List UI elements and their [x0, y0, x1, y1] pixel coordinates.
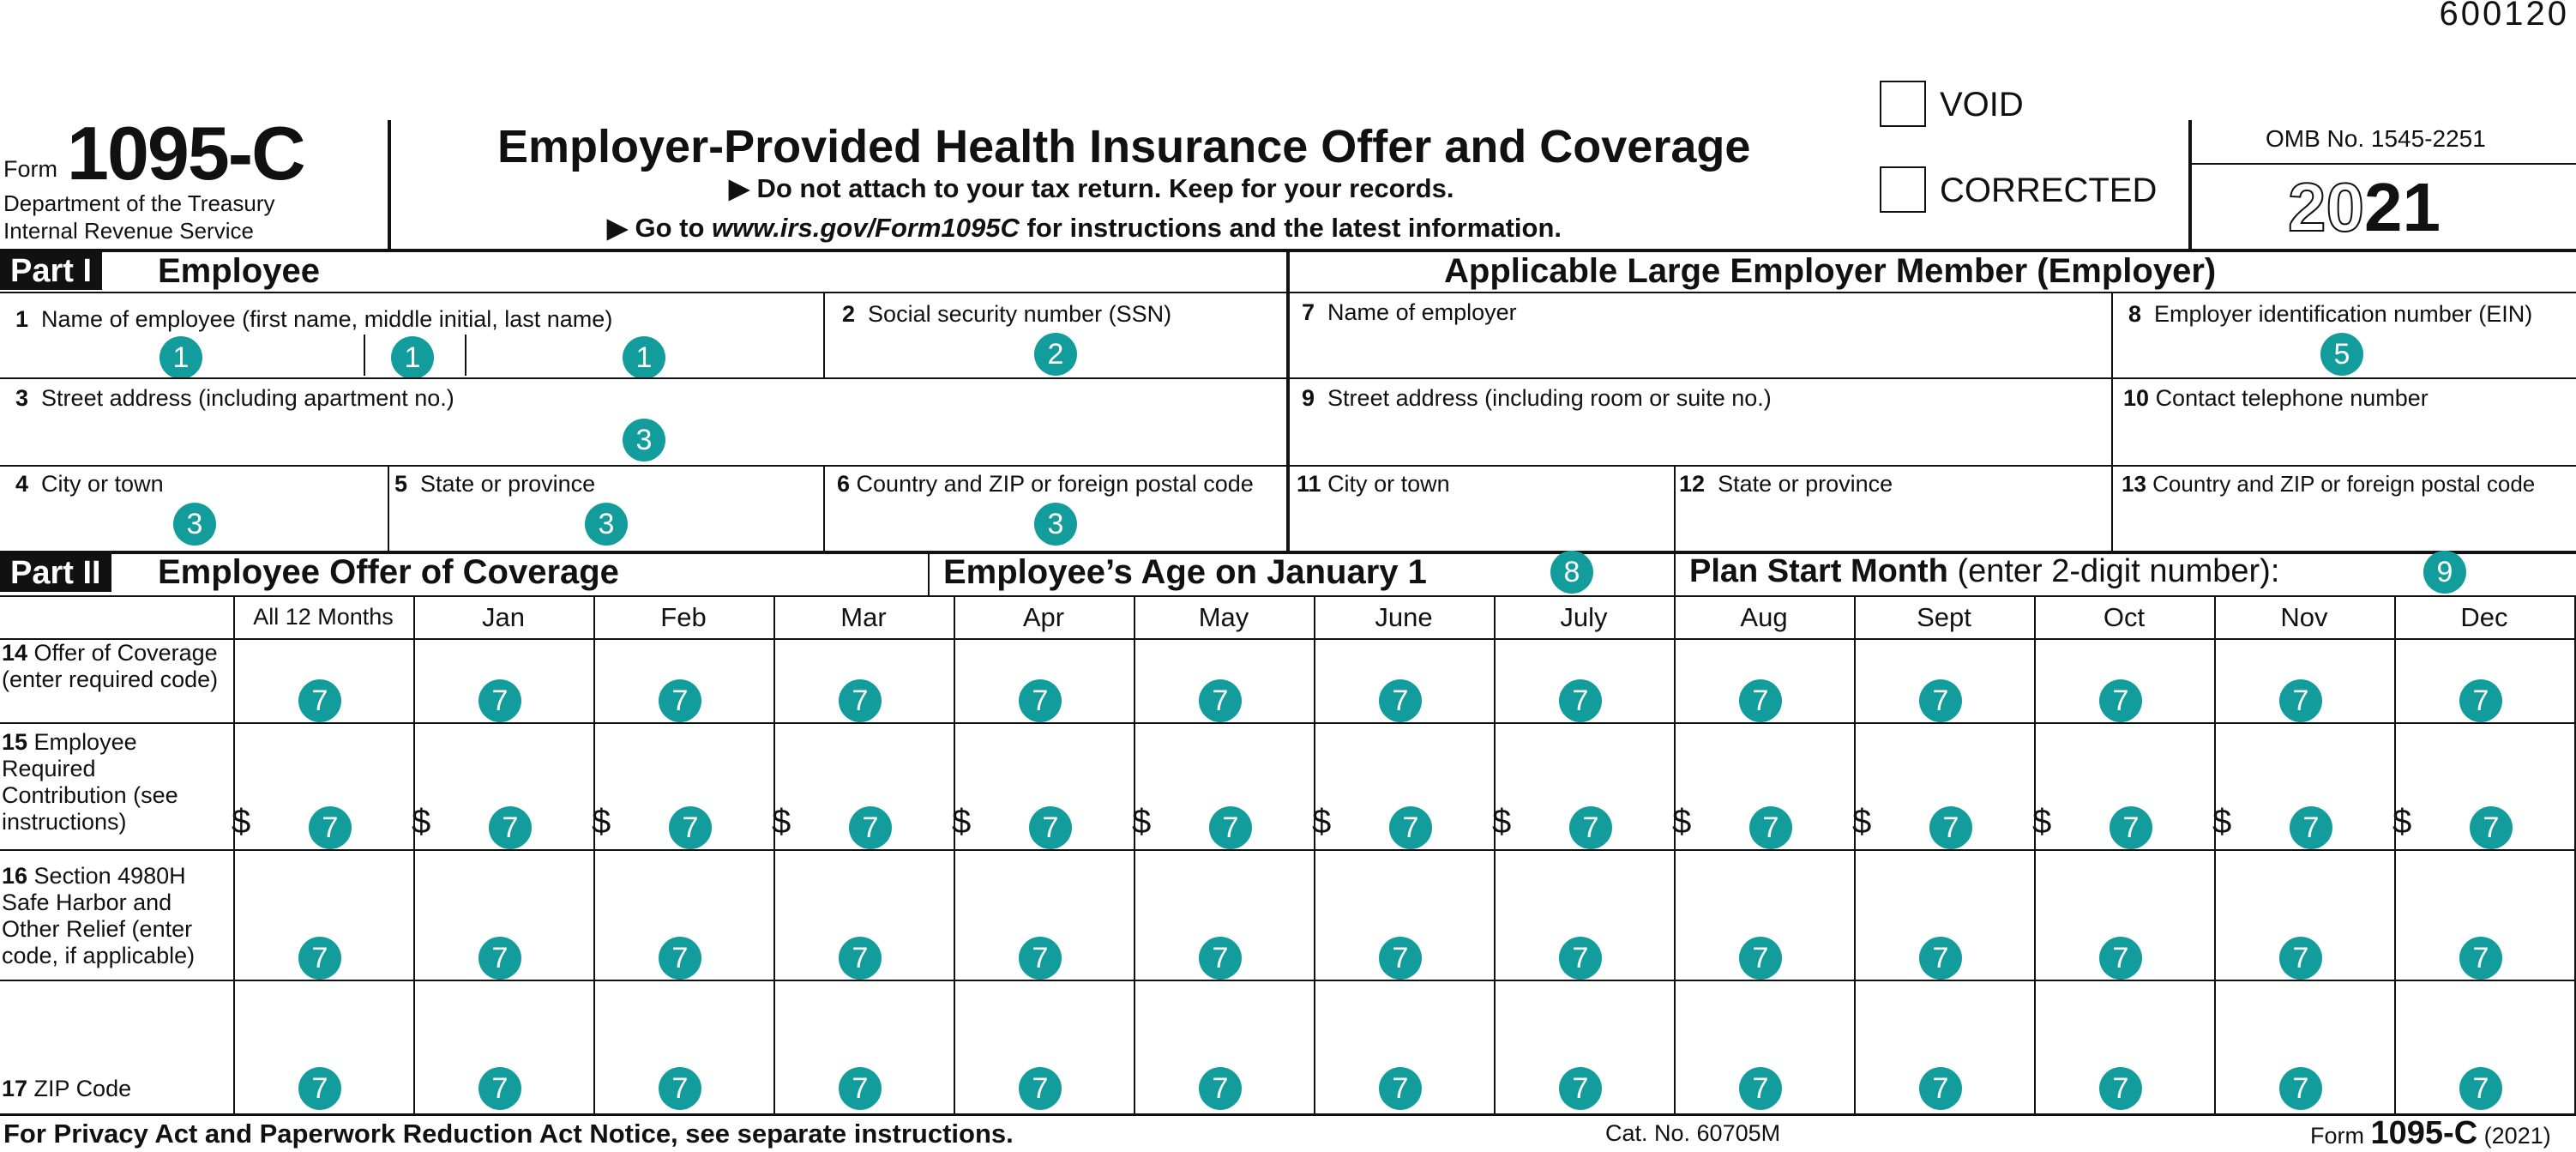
field-1-label: 1 Name of employee (first name, middle initial, last name) [15, 306, 613, 332]
dollar-sign: $ [1672, 803, 1692, 841]
month-header-dec: Dec [2460, 602, 2508, 632]
part2-title: Employee Offer of Coverage [158, 553, 619, 591]
dollar-sign: $ [1492, 803, 1512, 841]
line-16-nov-input[interactable]: 7 [2279, 937, 2322, 980]
employer-section-title: Applicable Large Employer Member (Employer) [1444, 252, 2217, 290]
line-16-mar-input[interactable]: 7 [839, 937, 882, 980]
employee-first-name-input[interactable]: 1 [159, 336, 202, 379]
field-3-label: 3 Street address (including apartment no.) [15, 385, 454, 411]
form-title: Employer-Provided Health Insurance Offer and Coverage [497, 121, 1751, 172]
field-9-label: 9 Street address (including room or suite no.) [1302, 385, 1772, 411]
ein-input[interactable]: 5 [2320, 333, 2363, 376]
month-header-all-12-months: All 12 Months [253, 604, 394, 630]
line-14-aug-input[interactable]: 7 [1739, 679, 1782, 722]
line-16-feb-input[interactable]: 7 [659, 937, 701, 980]
part1-title: Employee [158, 252, 320, 290]
dollar-sign: $ [1132, 803, 1152, 841]
line-16-june-input[interactable]: 7 [1379, 937, 1422, 980]
month-header-oct: Oct [2103, 602, 2146, 632]
line-15-dec-input[interactable]: 7 [2470, 806, 2513, 849]
field-7-label: 7 Name of employer [1302, 299, 1517, 325]
field-2-label: 2 Social security number (SSN) [842, 301, 1172, 327]
month-header-mar: Mar [840, 602, 887, 632]
line-14-all-12-months-input[interactable]: 7 [298, 679, 341, 722]
month-header-july: July [1560, 602, 1608, 632]
employee-age-input[interactable]: 8 [1550, 551, 1593, 594]
form-word: Form [3, 156, 57, 182]
line-15-mar-input[interactable]: 7 [849, 806, 892, 849]
line-14-nov-input[interactable]: 7 [2279, 679, 2322, 722]
line-15-oct-input[interactable]: 7 [2110, 806, 2152, 849]
dept-line2: Internal Revenue Service [3, 218, 254, 244]
dollar-sign: $ [772, 803, 791, 841]
line-15-aug-input[interactable]: 7 [1749, 806, 1792, 849]
line-17-dec-input[interactable]: 7 [2459, 1067, 2502, 1110]
line-14-may-input[interactable]: 7 [1199, 679, 1242, 722]
month-header-jan: Jan [482, 602, 525, 632]
line-17-apr-input[interactable]: 7 [1019, 1067, 1062, 1110]
plan-start-month-input[interactable]: 9 [2423, 551, 2466, 594]
dollar-sign: $ [232, 803, 251, 841]
line-17-all-12-months-input[interactable]: 7 [298, 1067, 341, 1110]
ssn-input[interactable]: 2 [1034, 333, 1077, 376]
line-14-july-input[interactable]: 7 [1559, 679, 1602, 722]
line-15-nov-input[interactable]: 7 [2290, 806, 2332, 849]
line-17-aug-input[interactable]: 7 [1739, 1067, 1782, 1110]
month-header-june: June [1375, 602, 1433, 632]
line-17-oct-input[interactable]: 7 [2099, 1067, 2142, 1110]
line-17-mar-input[interactable]: 7 [839, 1067, 882, 1110]
line-17-jan-input[interactable]: 7 [478, 1067, 521, 1110]
line-16-all-12-months-input[interactable]: 7 [298, 937, 341, 980]
field-5-label: 5 State or province [394, 471, 596, 497]
month-header-aug: Aug [1740, 602, 1788, 632]
line-15-apr-input[interactable]: 7 [1029, 806, 1072, 849]
line-14-sept-input[interactable]: 7 [1919, 679, 1962, 722]
month-header-apr: Apr [1022, 602, 1065, 632]
line-15-july-input[interactable]: 7 [1569, 806, 1612, 849]
field-8-label: 8 Employer identification number (EIN) [2128, 301, 2533, 327]
line-16-aug-input[interactable]: 7 [1739, 937, 1782, 980]
field-13-label: 13 Country and ZIP or foreign postal code [2122, 471, 2536, 497]
line-15-jan-input[interactable]: 7 [489, 806, 532, 849]
line-14-oct-input[interactable]: 7 [2099, 679, 2142, 722]
line-15-may-input[interactable]: 7 [1209, 806, 1252, 849]
line-17-feb-input[interactable]: 7 [659, 1067, 701, 1110]
corrected-checkbox[interactable] [1880, 166, 1926, 213]
void-label: VOID [1940, 86, 2024, 124]
dollar-sign: $ [1852, 803, 1872, 841]
dollar-sign: $ [412, 803, 431, 841]
plan-start-month-label: Plan Start Month (enter 2-digit number): [1689, 553, 2280, 589]
line-17-june-input[interactable]: 7 [1379, 1067, 1422, 1110]
dollar-sign: $ [1312, 803, 1332, 841]
zip-input[interactable]: 3 [1034, 503, 1077, 546]
line-16-dec-input[interactable]: 7 [2459, 937, 2502, 980]
line-14-jan-input[interactable]: 7 [478, 679, 521, 722]
line-15-sept-input[interactable]: 7 [1929, 806, 1972, 849]
line-16-july-input[interactable]: 7 [1559, 937, 1602, 980]
field-11-label: 11 City or town [1297, 471, 1450, 497]
part2-tag: Part II [0, 554, 111, 592]
month-header-may: May [1198, 602, 1249, 632]
line-17-may-input[interactable]: 7 [1199, 1067, 1242, 1110]
line-16-jan-input[interactable]: 7 [478, 937, 521, 980]
footer-form-id: Form 1095-C (2021) [2310, 1115, 2551, 1151]
line-14-feb-input[interactable]: 7 [659, 679, 701, 722]
field-6-label: 6 Country and ZIP or foreign postal code [837, 471, 1254, 497]
state-input[interactable]: 3 [585, 503, 628, 546]
corrected-label: CORRECTED [1940, 172, 2158, 209]
dollar-sign: $ [2032, 803, 2052, 841]
line-15-all-12-months-input[interactable]: 7 [309, 806, 352, 849]
line-17-sept-input[interactable]: 7 [1919, 1067, 1962, 1110]
city-input[interactable]: 3 [173, 503, 216, 546]
line-15-label: 15 Employee Required Contribution (see instructions) [2, 729, 178, 835]
part1-tag: Part I [0, 252, 102, 290]
field-4-label: 4 City or town [15, 471, 164, 497]
line-14-apr-input[interactable]: 7 [1019, 679, 1062, 722]
dept-line1: Department of the Treasury [3, 190, 275, 216]
dollar-sign: $ [952, 803, 972, 841]
catalog-number: Cat. No. 60705M [1605, 1120, 1781, 1146]
line-17-label: 17 ZIP Code [2, 1076, 132, 1101]
form-top-code: 600120 [2439, 0, 2569, 33]
employee-last-name-input[interactable]: 1 [623, 336, 665, 379]
employee-middle-initial-input[interactable]: 1 [391, 336, 434, 379]
privacy-notice: For Privacy Act and Paperwork Reduction Act Notice, see separate instructions. [3, 1119, 1014, 1149]
line-15-june-input[interactable]: 7 [1389, 806, 1432, 849]
line-16-oct-input[interactable]: 7 [2099, 937, 2142, 980]
void-checkbox[interactable] [1880, 81, 1926, 127]
month-header-nov: Nov [2280, 602, 2328, 632]
line-16-sept-input[interactable]: 7 [1919, 937, 1962, 980]
line-14-june-input[interactable]: 7 [1379, 679, 1422, 722]
field-10-label: 10 Contact telephone number [2123, 385, 2429, 411]
line-17-july-input[interactable]: 7 [1559, 1067, 1602, 1110]
subtitle-2: ▶ Go to www.irs.gov/Form1095C for instructions and the latest information. [607, 213, 1562, 243]
line-16-apr-input[interactable]: 7 [1019, 937, 1062, 980]
employee-age-label: Employee’s Age on January 1 [943, 553, 1427, 591]
field-12-label: 12 State or province [1679, 471, 1893, 497]
month-header-feb: Feb [660, 602, 707, 632]
line-14-mar-input[interactable]: 7 [839, 679, 882, 722]
subtitle-1: ▶ Do not attach to your tax return. Keep for your records. [729, 173, 1454, 203]
line-16-label: 16 Section 4980H Safe Harbor and Other Relief (enter code, if applicable) [2, 863, 196, 968]
line-16-may-input[interactable]: 7 [1199, 937, 1242, 980]
tax-year: 2021 [2288, 169, 2441, 245]
month-header-sept: Sept [1917, 602, 1971, 632]
line-17-nov-input[interactable]: 7 [2279, 1067, 2322, 1110]
line-15-feb-input[interactable]: 7 [669, 806, 712, 849]
street-address-input[interactable]: 3 [623, 419, 665, 461]
irs-url[interactable]: www.irs.gov/Form1095C [712, 213, 1020, 243]
dollar-sign: $ [2392, 803, 2412, 841]
omb-number: OMB No. 1545-2251 [2266, 125, 2486, 152]
dollar-sign: $ [592, 803, 611, 841]
line-14-label: 14 Offer of Coverage (enter required code) [2, 640, 219, 692]
line-14-dec-input[interactable]: 7 [2459, 679, 2502, 722]
form-number: 1095-C [67, 111, 304, 196]
dollar-sign: $ [2212, 803, 2232, 841]
